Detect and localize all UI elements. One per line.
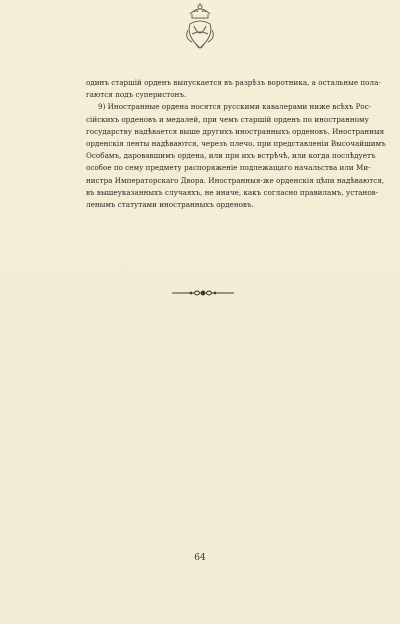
imperial-monogram-emblem [176,0,224,60]
body-text [86,77,386,211]
text-line: государству надѣвается выше другихъ иностранныхъ орденовъ. Иностранныя [86,126,385,136]
paragraph-9 [86,101,386,211]
text-line: ленымъ статутами иностранныхъ орденовъ. [86,200,254,210]
text-line: Особамъ, даровавшимъ ордена, или при ихъ встрѣчѣ, или когда послѣдуетъ [86,151,376,161]
text-line: одинъ старшій орденъ выпускается въ разрѣзъ воротника, а остальные пола- [86,78,381,87]
text-line: гаются подъ суперистонъ. [86,90,187,100]
text-line: 9) Иностранные ордена носятся русскими кавалерами ниже всѣхъ Рос- [98,102,372,112]
page-number: 64 [194,553,206,563]
section-divider-ornament [172,288,234,298]
text-line: особое по сему предмету распоряженіе подлежащаго начальства или Ми- [86,163,371,173]
text-line: въ вышеуказанныхъ случаяхъ, не иначе, какъ согласно правиламъ, установ- [86,187,379,197]
text-line: орденскія ленты надѣваются, черезъ плечо, при представленіи Высочайшимъ [86,139,386,149]
text-line: нистра Императорскаго Двора. Иностранныя-же орденскія цѣпи надѣваются, [86,175,385,185]
text-line: сійскихъ орденовъ и медалей, при чемъ старшій орденъ по иностранному [86,114,369,124]
